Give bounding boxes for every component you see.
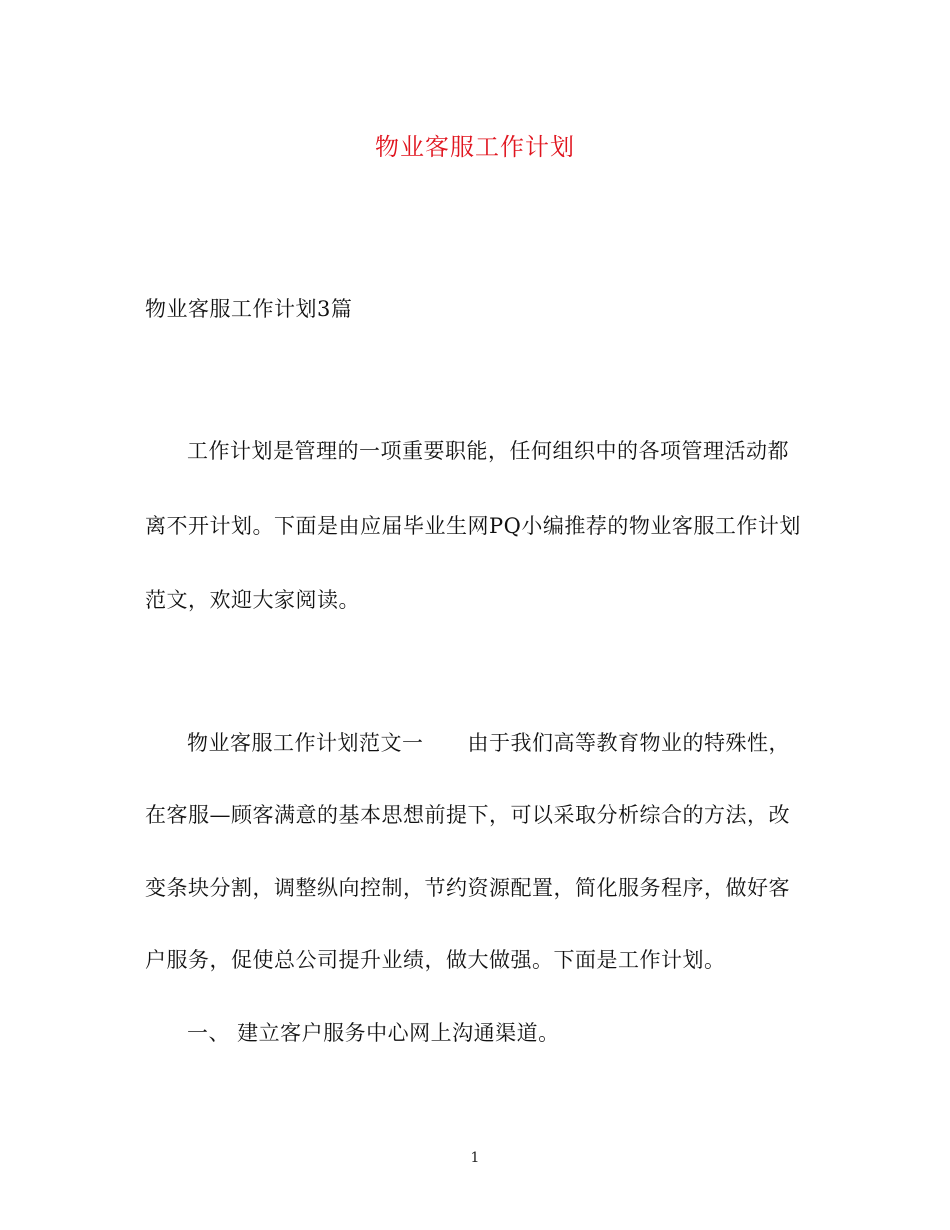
intro-line-1: 工作计划是管理的一项重要职能，任何组织中的各项管理活动都	[187, 439, 789, 463]
list-item-1: 一、 建立客户服务中心网上沟通渠道。	[187, 1021, 560, 1045]
page-number: 1	[470, 1150, 480, 1166]
section1-line-1-text: 由于我们高等教育物业的特殊性，	[467, 731, 790, 755]
section1-line-1	[187, 728, 857, 758]
document-subtitle: 物业客服工作计划3篇	[145, 297, 353, 321]
section1-line-3: 变条块分割，调整纵向控制，节约资源配置，简化服务程序，做好客	[145, 876, 790, 900]
intro-line-3: 范文，欢迎大家阅读。	[145, 588, 360, 612]
intro-line-2: 离不开计划。下面是由应届毕业生网PQ小编推荐的物业客服工作计划	[145, 514, 801, 538]
section1-line-4: 户服务，促使总公司提升业绩，做大做强。下面是工作计划。	[145, 948, 726, 972]
section1-line-2: 在客服—顾客满意的基本思想前提下，可以采取分析综合的方法，改	[145, 803, 790, 827]
section1-heading: 物业客服工作计划范文一	[187, 731, 424, 755]
document-title: 物业客服工作计划	[375, 133, 575, 161]
